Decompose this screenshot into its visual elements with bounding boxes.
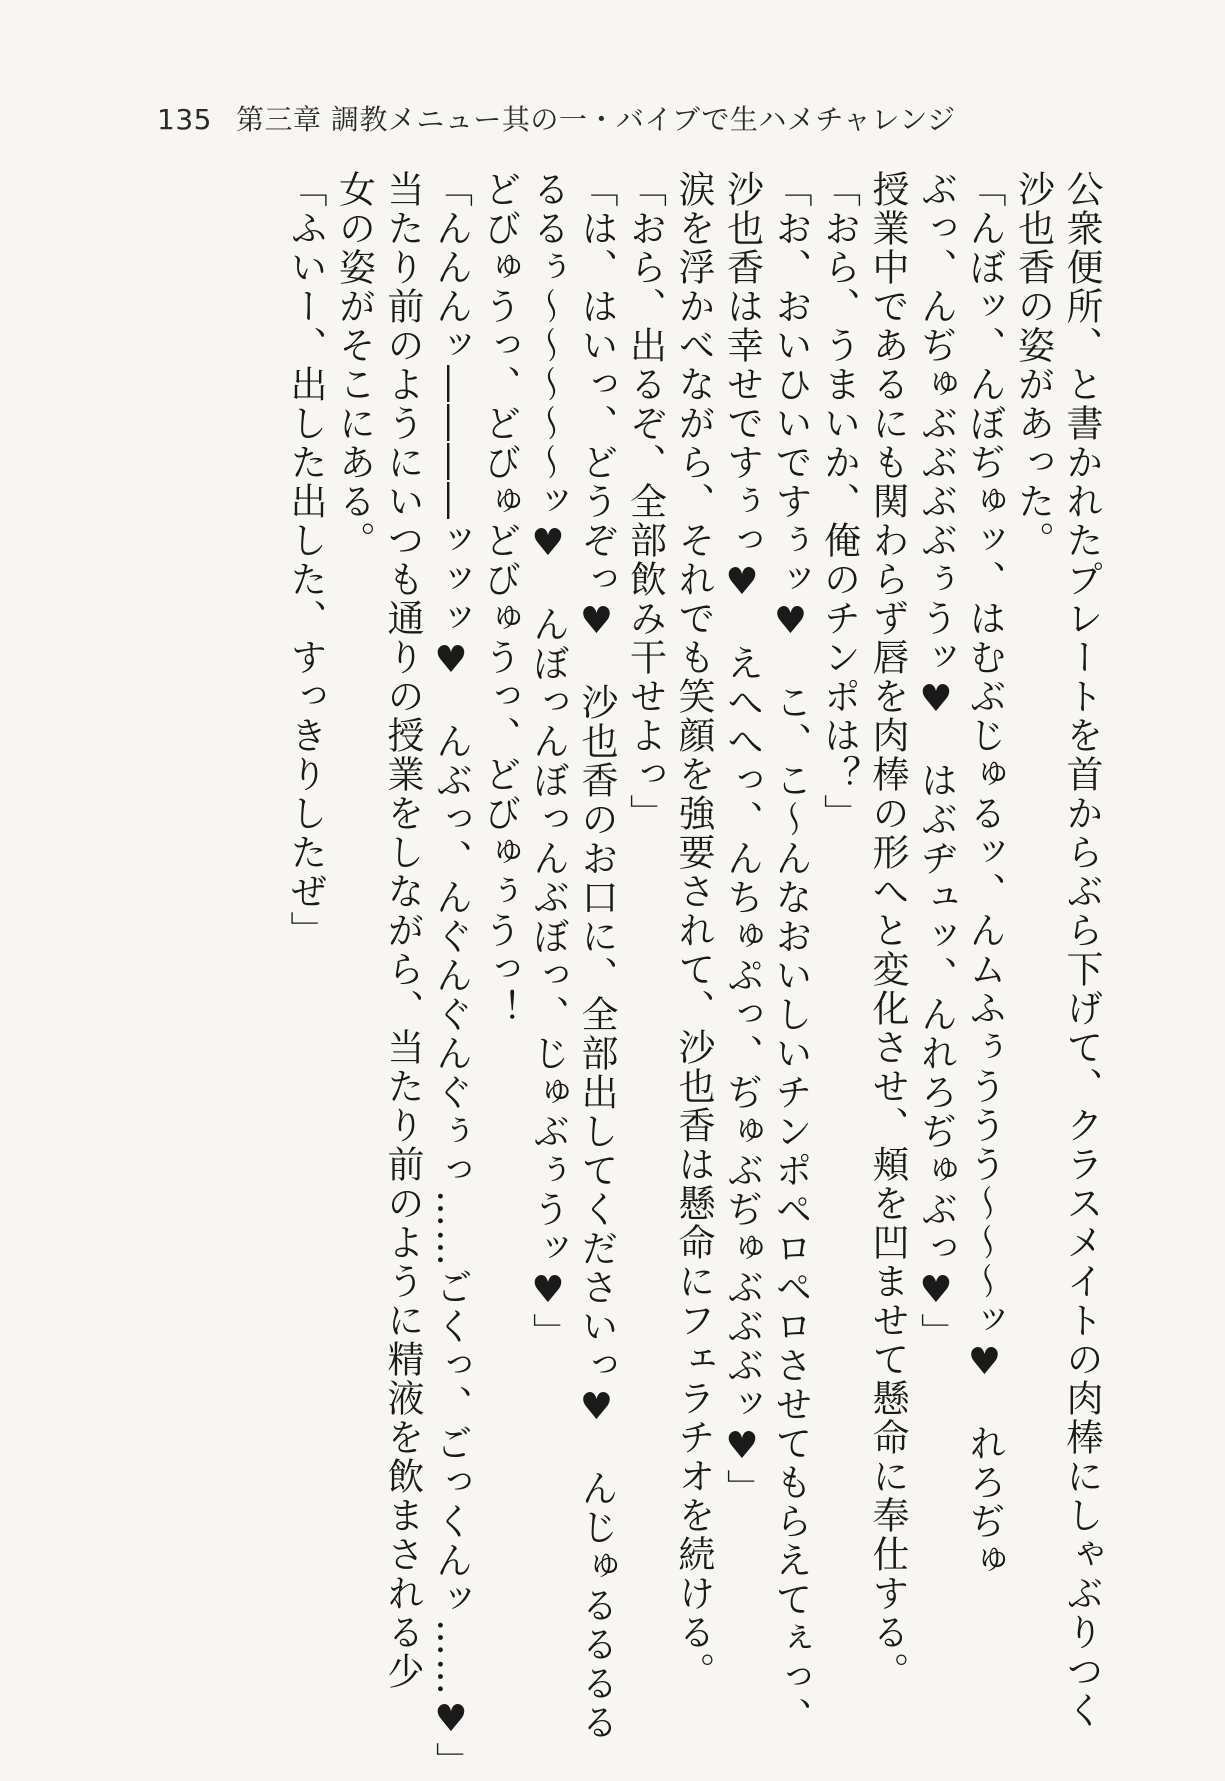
text-line: 「んぼッ、んぼぢゅッ、はむぶじゅるッ、んムふぅううう〜〜〜ッ♥ れろぢゅ [963,170,1006,1580]
text-line: 女の姿がそこにある。 [332,170,376,560]
text-line: 「お、おいひいですぅッ♥ こ、こ〜んなおいしいチンポペロペロさせてもらえてぇっ、 [769,170,812,1736]
text-line: 「おら、出るぞ、全部飲み干せよっ」 [623,170,667,833]
text-line: どびゅうっ、どびゅどびゅうっ、どびゅぅうっ！ [478,170,521,1028]
chapter-title: 第三章 調教メニュー其の一・バイブで生ハメチャレンジ [235,103,956,136]
text-line: 当たり前のようにいつも通りの授業をしながら、当たり前のように精液を飲まされる少 [381,170,424,1691]
text-line: 涙を浮かべながら、それでも笑顔を強要されて、沙也香は懸命にフェラチオを続ける。 [672,170,715,1691]
text-line: 「は、はいっ、どうぞっ♥ 沙也香のお口に、全部出してくださいっ♥ んじゅるるるる [575,170,618,1742]
text-line: 「おら、うまいか、俺のチンポは？」 [817,170,861,833]
text-line: 沙也香は幸せですぅっ♥ えへへっ、んちゅぷっ、ぢゅぶぢゅぶぶぶッ♥」 [720,170,764,1508]
page-number: 135 [157,103,212,136]
text-line: 「ふいー、出した出した、すっきりしたぜ」 [284,170,327,950]
text-line: 「んんんッ――――ッッッ♥ んぶっ、んぐんぐんぐぅっ……ごくっ、ごっくんッ……♥」 [429,170,473,1781]
text-line: 沙也香の姿があった。 [1011,170,1055,560]
text-line: 公衆便所、と書かれたプレートを首からぶら下げて、クラスメイトの肉棒にしゃぶりつく [1060,170,1103,1730]
body-text [281,170,1106,1781]
text-line: るるぅ〜〜〜〜〜ッ♥ んぼっんぼっんぶぼっ、じゅぶぅうッ♥」 [526,170,570,1352]
text-line: ぶっ、んぢゅぶぶぶぶぅうッ♥ はぶヂュッ、んれろぢゅぶっ♥」 [914,170,958,1352]
page-header [157,98,956,138]
text-line: 授業中であるにも関わらず唇を肉棒の形へと変化させ、頬を凹ませて懸命に奉仕する。 [866,170,909,1691]
